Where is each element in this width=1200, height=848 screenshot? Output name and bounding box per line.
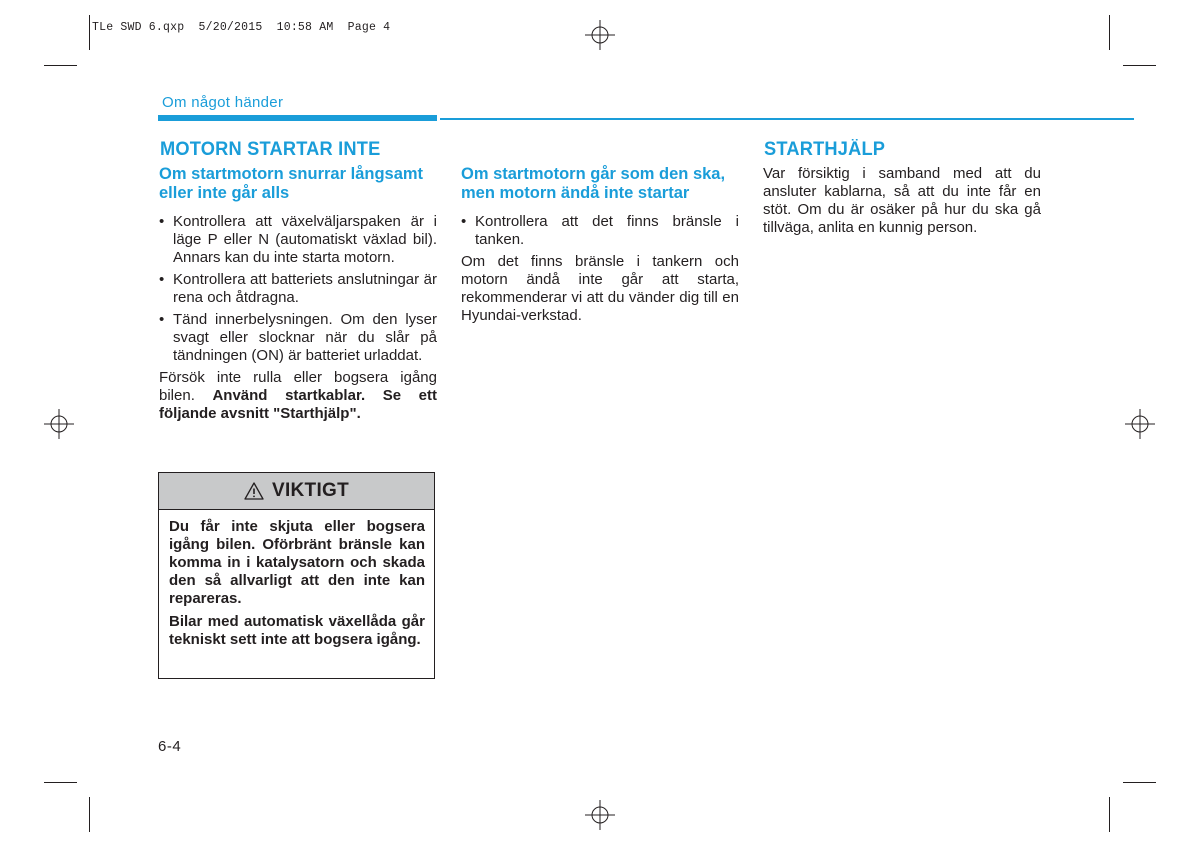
registration-mark-icon: [1125, 409, 1155, 439]
header-rule-thin: [440, 118, 1134, 120]
column-2: [461, 165, 739, 331]
crop-mark: [1109, 15, 1110, 50]
warning-triangle-icon: [244, 482, 264, 500]
crop-mark: [44, 65, 77, 66]
crop-mark: [1109, 797, 1110, 832]
bullet-list: [159, 213, 437, 365]
warning-paragraph: Bilar med automatisk växellåda går tekniskt sett inte att bogsera igång.: [169, 613, 425, 648]
list-item: • Kontrollera att växelväljarspaken är i läge P eller N (automatiskt växlad bil). Annars kan du inte starta motorn.: [159, 213, 437, 267]
registration-mark-icon: [44, 409, 74, 439]
crop-mark: [1123, 782, 1156, 783]
registration-mark-icon: [585, 20, 615, 50]
crop-mark: [1123, 65, 1156, 66]
bullet-list: [461, 213, 739, 249]
list-item: • Kontrollera att batteriets anslutningar är rena och åtdragna.: [159, 271, 437, 307]
heading-starthjalp: STARTHJÄLP: [764, 139, 886, 160]
subheading-startmotorn-snurrar: Om startmotorn snurrar långsamt eller inte går alls: [159, 165, 424, 202]
heading-motorn-startar-inte: MOTORN STARTAR INTE: [160, 139, 381, 160]
column-1: [159, 165, 437, 429]
registration-mark-icon: [585, 800, 615, 830]
crop-mark: [44, 782, 77, 783]
print-slug: TLe SWD 6.qxp 5/20/2015 10:58 AM Page 4: [92, 21, 391, 34]
paragraph-starthjalp: Var försiktig i samband med att du ansluter kablarna, så att du inte får en stöt. Om du är osäker på hur du ska gå tillväga, anlita en kunnig person.: [763, 165, 1041, 236]
crop-mark: [89, 797, 90, 832]
paragraph-hyundai-verkstad: Om det finns bränsle i tankern och motorn ändå inte går att starta, rekommenderar vi att du vänder dig till en Hyundai-verkstad.: [461, 253, 739, 324]
column-3: [763, 165, 1041, 243]
paragraph-bold-text: Använd startkablar. Se ett följande avsnitt "Starthjälp".: [159, 387, 438, 422]
warning-paragraph: Du får inte skjuta eller bogsera igång bilen. Oförbränt bränsle kan komma in i katalysatorn och skada den så allvarligt att den inte kan repareras.: [169, 518, 425, 607]
subheading-startmotorn-gar: Om startmotorn går som den ska, men motorn ändå inte startar: [461, 165, 726, 202]
page-number: 6-4: [158, 738, 182, 755]
paragraph-text: Försök inte rulla eller bogsera igång bilen.: [159, 369, 437, 404]
list-item: • Tänd innerbelysningen. Om den lyser svagt eller slocknar när du slår på tändningen (ON) är batteriet urladdat.: [159, 311, 437, 365]
paragraph-starthjalp-reference: [159, 369, 437, 423]
section-label: Om något händer: [162, 94, 284, 111]
warning-body: [159, 510, 434, 649]
warning-header: [159, 473, 434, 510]
header-rule-thick: [158, 115, 437, 121]
list-item: • Kontrollera att det finns bränsle i tanken.: [461, 213, 739, 249]
warning-title: VIKTIGT: [271, 480, 350, 501]
warning-box: [158, 472, 435, 679]
crop-mark: [89, 15, 90, 50]
